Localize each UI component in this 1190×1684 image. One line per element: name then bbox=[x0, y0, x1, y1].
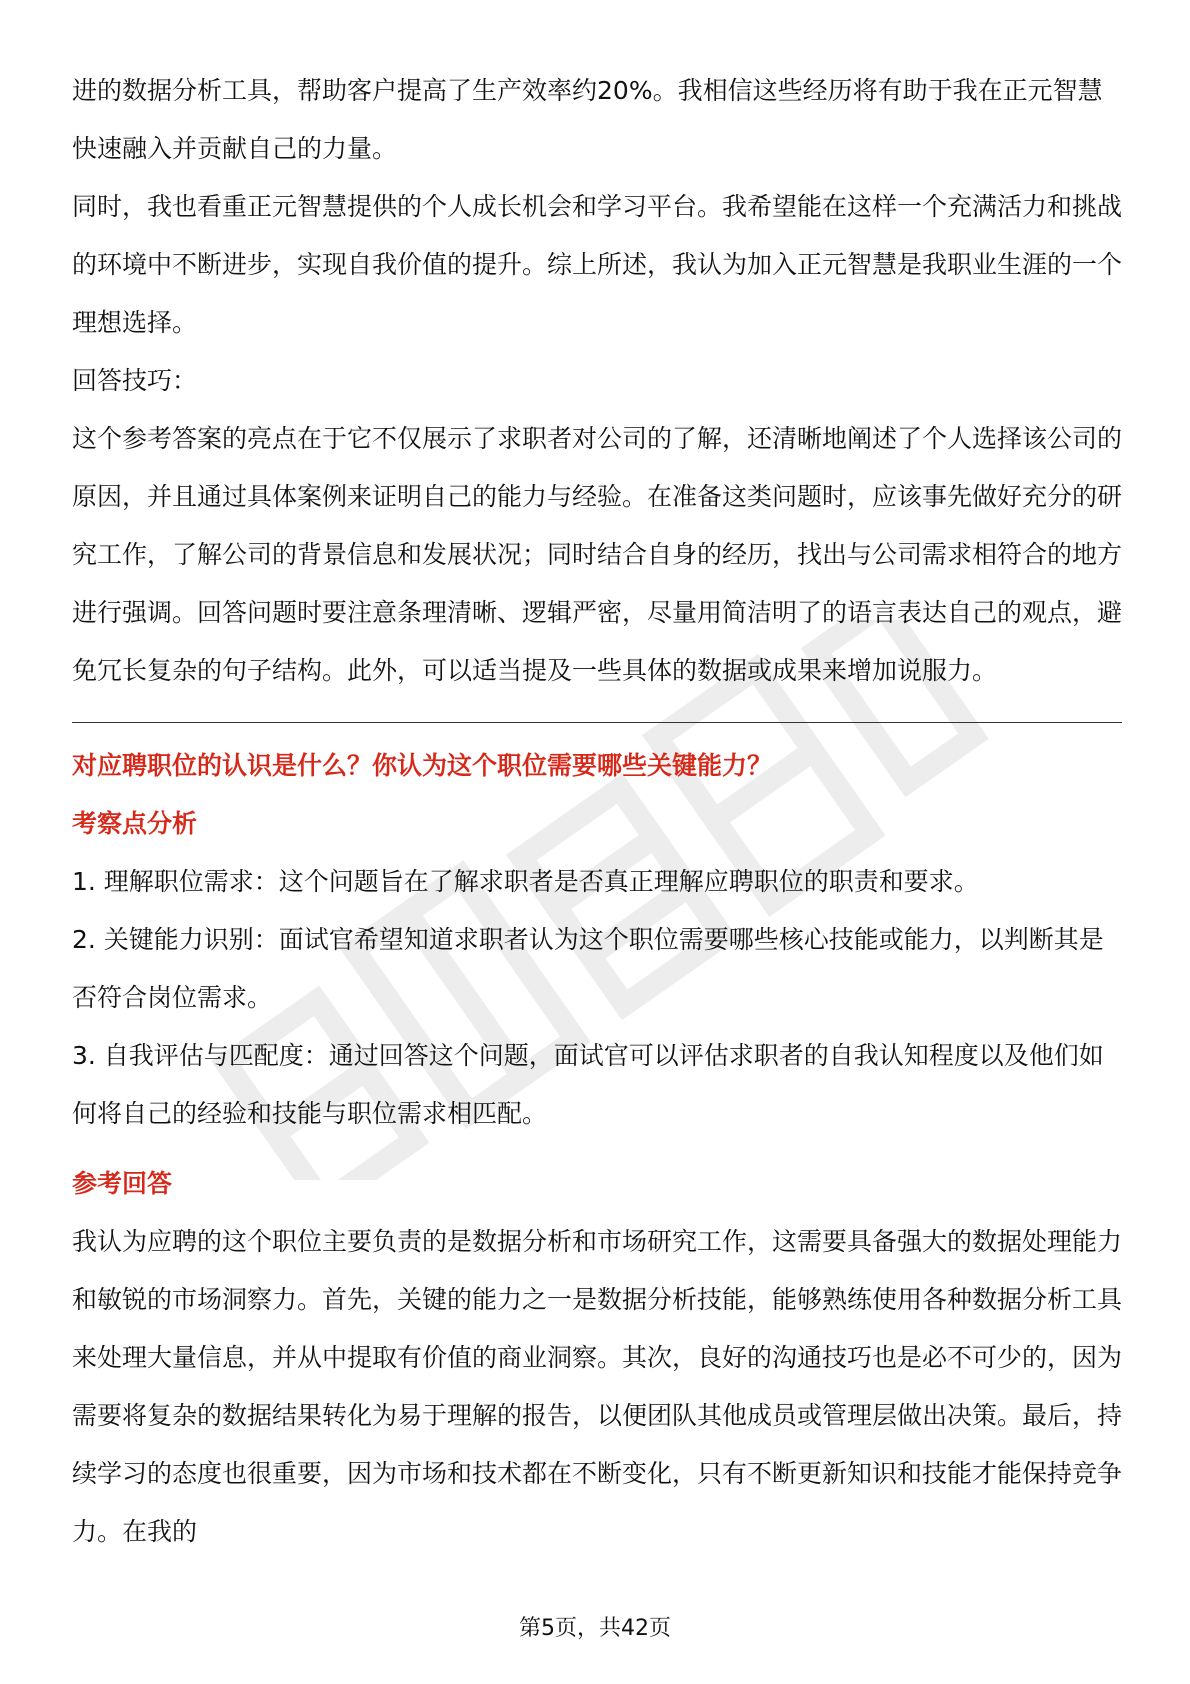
content-column bbox=[72, 62, 1122, 1561]
intro-paragraph-2: 同时，我也看重正元智慧提供的个人成长机会和学习平台。我希望能在这样一个充满活力和挑战的环境中不断进步，实现自我价值的提升。综上所述，我认为加入正元智慧是我职业生涯的一个理想选择。 bbox=[72, 192, 1123, 337]
analysis-item-2: 2. 关键能力识别：面试官希望知道求职者认为这个职位需要哪些核心技能或能力，以判断其是否符合岗位需求。 bbox=[72, 925, 1104, 1012]
answer-heading: 参考回答 bbox=[72, 1169, 173, 1198]
analysis-item-3: 3. 自我评估与匹配度：通过回答这个问题，面试官可以评估求职者的自我认知程度以及他们如何将自己的经验和技能与职位需求相匹配。 bbox=[72, 1041, 1104, 1128]
tips-label: 回答技巧： bbox=[72, 366, 198, 395]
question-title: 对应聘职位的认识是什么？你认为这个职位需要哪些关键能力？ bbox=[72, 751, 773, 780]
answer-text: 我认为应聘的这个职位主要负责的是数据分析和市场研究工作，这需要具备强大的数据处理能力和敏锐的市场洞察力。首先，关键的能力之一是数据分析技能，能够熟练使用各种数据分析工具来处理大量信息，并从中提取有价值的商业洞察。其次，良好的沟通技巧也是必不可少的，因为需要将复杂的数据结果转化为易于理解的报告，以便团队其他成员或管理层做出决策。最后，持续学习的态度也很重要，因为市场和技术都在不断变化，只有不断更新知识和技能才能保持竞争力。在我的 bbox=[72, 1227, 1123, 1546]
analysis-heading: 考察点分析 bbox=[72, 809, 198, 838]
tips-text: 这个参考答案的亮点在于它不仅展示了求职者对公司的了解，还清晰地阐述了个人选择该公司的原因，并且通过具体案例来证明自己的能力与经验。在准备这类问题时，应该事先做好充分的研究工作，了解公司的背景信息和发展状况；同时结合自身的经历，找出与公司需求相符合的地方进行强调。回答问题时要注意条理清晰、逻辑严密，尽量用简洁明了的语言表达自己的观点，避免冗长复杂的句子结构。此外，可以适当提及一些具体的数据或成果来增加说服力。 bbox=[72, 424, 1123, 685]
analysis-item-1: 1. 理解职位需求：这个问题旨在了解求职者是否真正理解应聘职位的职责和要求。 bbox=[72, 867, 979, 896]
intro-paragraph-1: 进的数据分析工具，帮助客户提高了生产效率约20%。我相信这些经历将有助于我在正元智慧快速融入并贡献自己的力量。 bbox=[72, 76, 1103, 163]
page-footer: 第5页，共42页 bbox=[519, 1616, 671, 1641]
section-divider bbox=[72, 722, 1122, 723]
